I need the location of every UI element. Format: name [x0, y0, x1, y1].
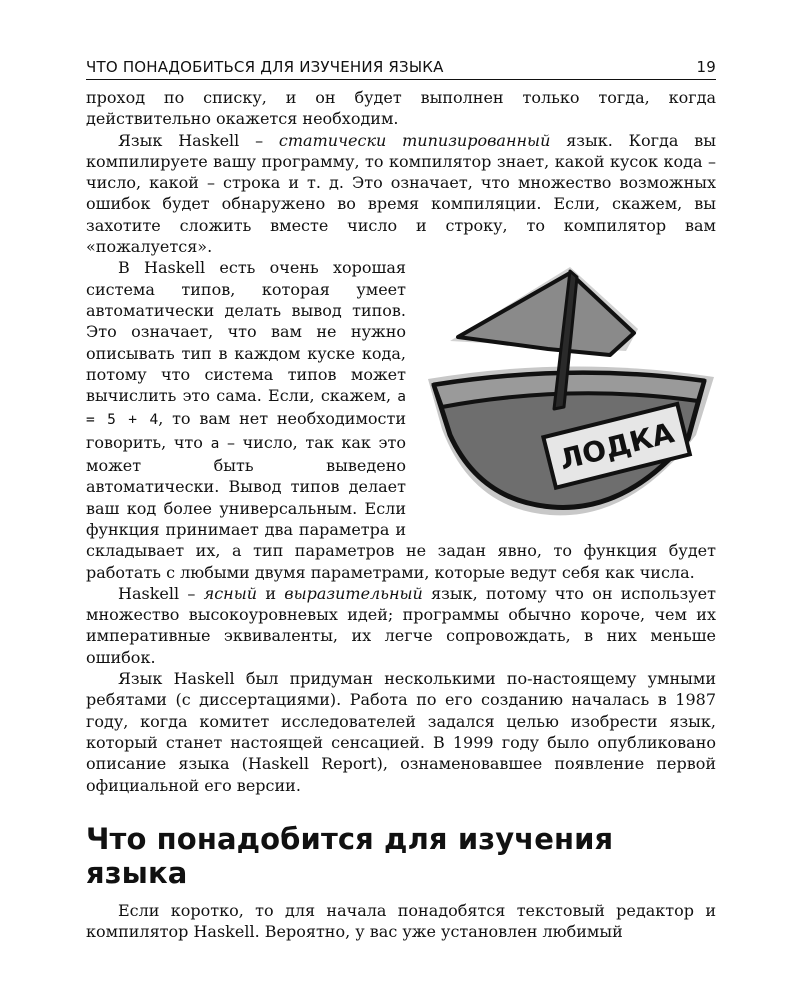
paragraph-expressive	[86, 583, 716, 668]
emphasis: выразительный	[284, 583, 423, 603]
paragraph-static-typing	[86, 130, 716, 258]
text-run: Haskell –	[118, 583, 204, 603]
text-run: Язык Haskell –	[118, 130, 279, 150]
boat-label-text: ЛОДКА	[556, 416, 678, 477]
running-header	[86, 58, 716, 80]
text-run: язык, потому что он использует множество высокоуровневых идей; программы обычно короче, чем их императивные эквиваленты, их легче сопровождать, в них меньше ошибок.	[86, 583, 717, 667]
running-header-title: ЧТО ПОНАДОБИТЬСЯ ДЛЯ ИЗУЧЕНИЯ ЯЗЫКА	[86, 58, 444, 76]
text-run: В Haskell есть очень хорошая система типов, которая умеет автоматически делать вывод типов. Это означает, что вам не нужно описывать тип в каждом куске кода, потому что система типов может вычислить это сама. Если, скажем,	[86, 258, 406, 406]
emphasis: ясный	[203, 583, 258, 603]
text-run: и	[257, 583, 285, 603]
paragraph-history: Язык Haskell был придуман несколькими по-настоящему умными ребятами (с диссертациями). Работа по его созданию началась в 1987 году, когда комитет исследователей задался целью изобрести язык, который станет настоящей сенсацией. В 1999 году было опубликовано описание языка (Haskell Report), ознаменовавшее появление первой официальной его версии.	[86, 669, 716, 795]
code-inline: a = 5 + 4	[86, 389, 406, 429]
code-inline: a	[210, 435, 220, 452]
text-run: – число, так как это может быть выведено автоматически. Вывод типов делает ваш код более универсальным. Если функция принимает два параметра и складывает их, а тип параметров не задан явно, то функция будет работать с любыми двумя параметрами, которые ведут себя как числа.	[86, 432, 716, 582]
paragraph-section-intro: Если коротко, то для начала понадобятся текстовый редактор и компилятор Haskell. Вероятно, у вас уже установлен любимый	[86, 900, 716, 942]
page-number: 19	[696, 58, 716, 76]
boat-icon	[420, 259, 720, 535]
body-text	[86, 87, 716, 796]
emphasis: статически типизированный	[278, 130, 551, 150]
book-page	[86, 58, 716, 942]
text-run: , то вам нет необходимости говорить, что	[86, 409, 407, 452]
paragraph-continued: проход по списку, и он будет выполнен только тогда, когда действительно окажется необходим.	[86, 88, 716, 129]
boat-illustration	[420, 259, 720, 535]
section-title: Что понадобится для изучения языка	[86, 821, 614, 890]
section-body	[86, 900, 716, 943]
text-run: язык. Когда вы компилируете вашу программу, то компилятор знает, какой кусок кода – число, какой – строка и т. д. Это означает, что множество возможных ошибок будет обнаружено во время компиляции. Если, скажем, вы захотите сложить вместе число и строку, то компилятор вам «пожалуется».	[86, 130, 716, 257]
